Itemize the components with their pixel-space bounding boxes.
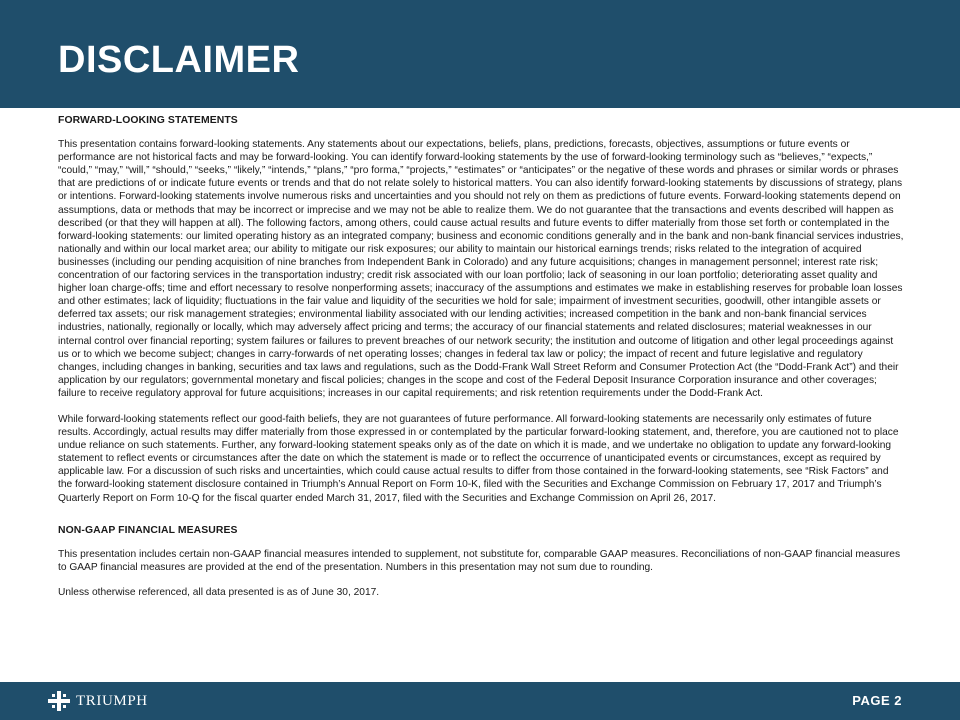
forward-looking-heading: FORWARD-LOOKING STATEMENTS (58, 115, 238, 126)
data-date-note: Unless otherwise referenced, all data presented is as of June 30, 2017. (58, 586, 380, 598)
non-gaap-paragraph-1: This presentation includes certain non-GAAP financial measures intended to supplement, not substitute for, comparable GAAP measures. Reconciliations of non-GAAP financial measures to GAAP financial measures are provided at the end of the presentation. Numbers in this presentation may not sum due to rounding. (58, 548, 901, 573)
page-title: DISCLAIMER (58, 39, 300, 81)
triumph-cross-logo-icon (48, 691, 70, 711)
triumph-logo (48, 691, 148, 711)
forward-looking-paragraph-2: While forward-looking statements reflect our good-faith beliefs, they are not guarantees of future performance. All forward-looking statements are necessarily only estimates of future results. Accordingly, actual results may differ materially from those expressed in or contemplated by the particular forward-looking statement, and, therefore, you are cautioned not to place undue reliance on such statements. Further, any forward-looking statement speaks only as of the date on which it is made, and we undertake no obligation to update any forward-looking statement to reflect events or circumstances after the date on which the statement is made or to reflect the occurrence of unanticipated events or circumstances, except as required by applicable law. For a discussion of such risks and uncertainties, which could cause actual results to differ from those contained in the forward-looking statements, see “Risk Factors” and the forward-looking statement disclosure contained in Triumph’s Annual Report on Form 10-K, filed with the Securities and Exchange Commission on February 17, 2017 and Triumph’s Quarterly Report on Form 10-Q for the fiscal quarter ended March 31, 2017, filed with the Securities and Exchange Commission on April 26, 2017. (58, 413, 899, 504)
disclaimer-body (58, 114, 904, 612)
header-band (0, 0, 960, 108)
non-gaap-heading: NON-GAAP FINANCIAL MEASURES (58, 524, 238, 536)
page-number: PAGE 2 (852, 693, 902, 708)
footer-band (0, 682, 960, 720)
forward-looking-paragraph-1: This presentation contains forward-looking statements. Any statements about our expectations, beliefs, plans, predictions, forecasts, objectives, assumptions or future events or performance are not historical facts and may be forward-looking. You can identify forward-looking statements by the use of forward-looking terminology such as “believes,” “expects,” “could,” “may,” “will,” “should,” “seeks,” “likely,” “intends,” “plans,” “pro forma,” “projects,” “estimates” or “anticipates” or the negative of these words and phrases or similar words or phrases that are predictions of or indicate future events or trends and that do not relate solely to historical matters. You can also identify forward-looking statements by discussions of strategy, plans or intentions. Forward-looking statements involve numerous risks and uncertainties and you should not rely on them as predictions of future events. Forward-looking statements depend on assumptions, data or methods that may be incorrect or imprecise and we may not be able to realize them. We do not guarantee that the transactions and events described will happen as described (or that they will happen at all). The following factors, among others, could cause actual results and future events to differ materially from those set forth or contemplated in the forward-looking statements: our limited operating history as an integrated company; business and economic conditions generally and in the bank and non-bank financial services industries, nationally and within our local market area; our ability to mitigate our risk exposures; our ability to maintain our historical earnings trends; risks related to the integration of acquired businesses (including our pending acquisition of nine branches from Independent Bank in Colorado) and any future acquisitions; changes in management personnel; interest rate risk; concentration of our factoring services in the transportation industry; credit risk associated with our loan portfolio; lack of seasoning in our loan portfolio; deteriorating asset quality and higher loan charge-offs; time and effort necessary to resolve nonperforming assets; inaccuracy of the assumptions and estimates we make in establishing reserves for probable loan losses and other estimates; lack of liquidity; fluctuations in the fair value and liquidity of the securities we hold for sale; impairment of investment securities, goodwill, other intangible assets or deferred tax assets; our risk management strategies; environmental liability associated with our lending activities; increased competition in the bank and non-bank financial services industries, nationally, regionally or locally, which may adversely affect pricing and terms; the accuracy of our financial statements and related disclosures; material weaknesses in our internal control over financial reporting; system failures or failures to prevent breaches of our network security; the institution and outcome of litigation and other legal proceedings against us or to which we become subject; changes in carry-forwards of net operating losses; changes in federal tax law or policy; the impact of recent and future legislative and regulatory changes, including changes in banking, securities and tax laws and regulations, such as the Dodd-Frank Wall Street Reform and Consumer Protection Act (the “Dodd-Frank Act”) and their application by our regulators; governmental monetary and fiscal policies; changes in the scope and cost of the Federal Deposit Insurance Corporation insurance and other coverages; failure to receive regulatory approval for future acquisitions; increases in our capital requirements; and risk retention requirements under the Dodd-Frank Act. (58, 139, 904, 399)
logo-text: TRIUMPH (76, 692, 148, 709)
